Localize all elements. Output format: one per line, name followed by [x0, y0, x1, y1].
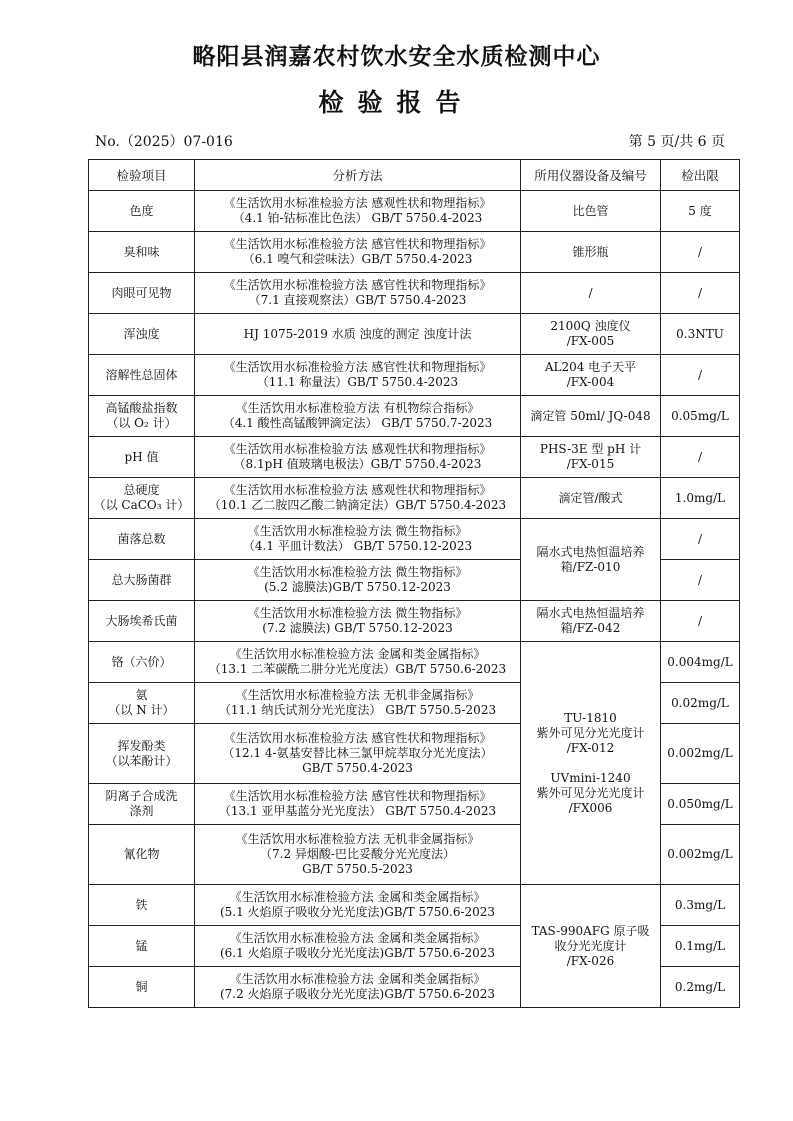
- test-method-table: [88, 159, 740, 1008]
- instrument-line: 2100Q 浊度仪: [550, 319, 631, 333]
- method-line: (6.1 火焰原子吸收分光光度法)GB/T 5750.6-2023: [219, 946, 496, 960]
- limit-cell: 0.02mg/L: [661, 683, 740, 724]
- limit-cell: /: [661, 601, 740, 642]
- method-line: 《生活饮用水标准检验方法 感观性状和物理指标》: [223, 442, 492, 456]
- item-name: 色度: [129, 203, 154, 218]
- item-name: 铜: [135, 979, 148, 994]
- item-name: 臭和味: [123, 244, 160, 259]
- item-name: （以 O₂ 计）: [106, 416, 177, 430]
- instrument-line: 锥形瓶: [572, 244, 609, 259]
- item-cell: [89, 273, 195, 314]
- table-row: [89, 191, 740, 232]
- instrument-line: [524, 756, 657, 771]
- method-line: 《生活饮用水标准检验方法 微生物指标》: [247, 606, 468, 620]
- method-cell: [195, 601, 521, 642]
- item-cell: [89, 601, 195, 642]
- method-cell: [195, 825, 521, 885]
- instrument-cell: [521, 232, 661, 273]
- method-line: （8.1pH 值玻璃电极法）GB/T 5750.4-2023: [233, 457, 482, 471]
- limit-cell: /: [661, 232, 740, 273]
- item-cell: [89, 784, 195, 825]
- instrument-line: 箱/FZ-042: [560, 621, 621, 635]
- instrument-cell-merged: [521, 642, 661, 885]
- method-line: 《生活饮用水标准检验方法 金属和类金属指标》: [229, 931, 486, 945]
- instrument-line: /FX-015: [566, 457, 615, 471]
- item-name: 阴离子合成洗: [105, 789, 178, 803]
- report-number: No.（2025）07-016: [95, 134, 233, 150]
- method-cell: [195, 683, 521, 724]
- report-title: 检验报告: [318, 88, 475, 117]
- item-name: 铁: [135, 897, 148, 912]
- limit-cell: 5 度: [661, 191, 740, 232]
- method-line: (5.1 火焰原子吸收分光光度法)GB/T 5750.6-2023: [219, 905, 496, 919]
- method-line: 《生活饮用水标准检验方法 无机非金属指标》: [235, 832, 480, 846]
- instrument-line: /FX-004: [566, 375, 615, 389]
- limit-cell: 0.002mg/L: [661, 724, 740, 784]
- instrument-cell: [521, 314, 661, 355]
- instrument-line: /FX-012: [566, 740, 615, 755]
- method-line: 《生活饮用水标准检验方法 感官性状和物理指标》: [223, 360, 492, 374]
- instrument-cell: [521, 355, 661, 396]
- method-line: 《生活饮用水标准检验方法 有机物综合指标》: [235, 401, 480, 415]
- method-line: (7.2 滤膜法) GB/T 5750.12-2023: [262, 621, 453, 635]
- method-cell: [195, 355, 521, 396]
- table-row: [89, 601, 740, 642]
- method-line: 《生活饮用水标准检验方法 感官性状和物理指标》: [223, 237, 492, 251]
- instrument-line: 紫外可见分光光度计: [536, 725, 645, 740]
- item-cell: [89, 232, 195, 273]
- limit-cell: /: [661, 519, 740, 560]
- instrument-line: 比色管: [572, 203, 609, 218]
- item-name: 浑浊度: [123, 326, 160, 341]
- method-cell: [195, 642, 521, 683]
- limit-cell: 0.3NTU: [661, 314, 740, 355]
- item-name: 挥发酚类: [117, 738, 166, 753]
- instrument-line: 收分光光度计: [554, 938, 627, 953]
- item-cell: [89, 519, 195, 560]
- method-cell: [195, 232, 521, 273]
- item-cell: [89, 825, 195, 885]
- instrument-line: UVmini-1240: [550, 770, 631, 785]
- instrument-line: 滴定管 50ml/ JQ-048: [530, 408, 651, 423]
- item-cell: [89, 926, 195, 967]
- method-line: （6.1 嗅气和尝味法）GB/T 5750.4-2023: [242, 252, 473, 266]
- item-cell: [89, 478, 195, 519]
- method-line: （13.1 亚甲基蓝分光光度法） GB/T 5750.4-2023: [218, 804, 497, 818]
- item-cell: [89, 885, 195, 926]
- instrument-cell: [521, 478, 661, 519]
- instrument-line: /FX-026: [566, 953, 615, 968]
- method-line: （4.1 酸性高锰酸钾滴定法） GB/T 5750.7-2023: [222, 416, 493, 430]
- limit-cell: 0.3mg/L: [661, 885, 740, 926]
- method-line: （12.1 4-氨基安替比林三氯甲烷萃取分光光度法）: [222, 746, 493, 760]
- col-header-instrument: 所用仪器设备及编号: [521, 160, 661, 191]
- instrument-cell-merged: [521, 885, 661, 1008]
- instrument-line: 箱/FZ-010: [560, 559, 621, 574]
- item-name: 总硬度: [123, 483, 160, 497]
- method-line: 《生活饮用水标准检验方法 感官性状和物理指标》: [223, 731, 492, 745]
- item-name: 氨: [135, 688, 148, 702]
- item-name: （以 N 计）: [108, 703, 175, 717]
- instrument-line: TU-1810: [564, 710, 617, 725]
- instrument-line: PHS-3E 型 pH 计: [539, 442, 642, 456]
- item-cell: [89, 642, 195, 683]
- item-name: 锰: [135, 938, 148, 953]
- method-line: （7.2 异烟酸-巴比妥酸分光光度法）: [260, 847, 455, 861]
- method-cell: [195, 396, 521, 437]
- method-line: 《生活饮用水标准检验方法 金属和类金属指标》: [229, 647, 486, 661]
- table-row: [89, 885, 740, 926]
- item-cell: [89, 437, 195, 478]
- instrument-line: /: [588, 285, 593, 300]
- method-line: 《生活饮用水标准检验方法 无机非金属指标》: [235, 688, 480, 702]
- method-line: （13.1 二苯碳酰二肼分光光度法）GB/T 5750.6-2023: [208, 662, 507, 676]
- method-cell: [195, 885, 521, 926]
- item-name: 大肠埃希氏菌: [105, 613, 178, 628]
- table-header-row: [89, 160, 740, 191]
- limit-cell: 0.05mg/L: [661, 396, 740, 437]
- method-cell: [195, 926, 521, 967]
- col-header-item: 检验项目: [89, 160, 195, 191]
- table-row: [89, 519, 740, 560]
- item-cell: [89, 191, 195, 232]
- method-line: 《生活饮用水标准检验方法 金属和类金属指标》: [229, 890, 486, 904]
- method-line: 《生活饮用水标准检验方法 微生物指标》: [247, 565, 468, 579]
- item-cell: [89, 967, 195, 1008]
- limit-cell: /: [661, 273, 740, 314]
- method-cell: [195, 519, 521, 560]
- item-name: 氰化物: [123, 847, 160, 861]
- table-row: [89, 355, 740, 396]
- item-name: 铬（六价）: [111, 654, 172, 669]
- item-name: 菌落总数: [117, 531, 166, 546]
- method-line: 《生活饮用水标准检验方法 感官性状和物理指标》: [223, 278, 492, 292]
- limit-cell: 1.0mg/L: [661, 478, 740, 519]
- table-row: [89, 642, 740, 683]
- page-info: 第 5 页/共 6 页: [628, 134, 725, 150]
- item-name: 肉眼可见物: [111, 285, 172, 300]
- method-cell: [195, 191, 521, 232]
- table-row: [89, 314, 740, 355]
- item-cell: [89, 355, 195, 396]
- table-row: [89, 273, 740, 314]
- instrument-line: 隔水式电热恒温培养: [536, 606, 645, 620]
- instrument-line: AL204 电子天平: [544, 360, 637, 374]
- method-line: (7.2 火焰原子吸收分光光度法)GB/T 5750.6-2023: [219, 987, 496, 1001]
- method-cell: [195, 314, 521, 355]
- method-line: GB/T 5750.5-2023: [302, 862, 413, 876]
- method-line: （4.1 铂-钴标准比色法） GB/T 5750.4-2023: [232, 211, 483, 225]
- instrument-line: 紫外可见分光光度计: [536, 785, 645, 800]
- instrument-cell: [521, 601, 661, 642]
- instrument-cell: [521, 396, 661, 437]
- item-name: （以 CaCO₃ 计）: [93, 498, 190, 512]
- method-line: （11.1 称量法）GB/T 5750.4-2023: [256, 375, 459, 389]
- limit-cell: 0.004mg/L: [661, 642, 740, 683]
- method-line: （7.1 直接观察法）GB/T 5750.4-2023: [248, 293, 467, 307]
- method-line: （4.1 平皿计数法） GB/T 5750.12-2023: [242, 539, 473, 553]
- table-row: [89, 478, 740, 519]
- method-line: (5.2 滤膜法)GB/T 5750.12-2023: [264, 580, 451, 594]
- instrument-line: /FX006: [568, 800, 613, 815]
- method-line: GB/T 5750.4-2023: [302, 761, 413, 775]
- method-cell: [195, 560, 521, 601]
- method-cell: [195, 478, 521, 519]
- method-cell: [195, 273, 521, 314]
- item-name: 溶解性总固体: [105, 367, 178, 382]
- method-line: 《生活饮用水标准检验方法 金属和类金属指标》: [229, 972, 486, 986]
- limit-cell: 0.050mg/L: [661, 784, 740, 825]
- method-line: 《生活饮用水标准检验方法 感观性状和物理指标》: [223, 483, 492, 497]
- method-cell: [195, 967, 521, 1008]
- col-header-limit: 检出限: [661, 160, 740, 191]
- item-cell: [89, 560, 195, 601]
- col-header-method: 分析方法: [195, 160, 521, 191]
- item-cell: [89, 683, 195, 724]
- item-name: pH 值: [124, 449, 159, 464]
- method-line: 《生活饮用水标准检验方法 感观性状和物理指标》: [223, 196, 492, 210]
- instrument-line: TAS-990AFG 原子吸: [531, 923, 650, 938]
- method-line: 《生活饮用水标准检验方法 感官性状和物理指标》: [223, 789, 492, 803]
- instrument-cell: [521, 437, 661, 478]
- method-line: 《生活饮用水标准检验方法 微生物指标》: [247, 524, 468, 538]
- item-name: 高锰酸盐指数: [105, 401, 178, 415]
- method-cell: [195, 437, 521, 478]
- method-line: （11.1 纳氏试剂分光光度法） GB/T 5750.5-2023: [218, 703, 497, 717]
- limit-cell: /: [661, 355, 740, 396]
- instrument-line: 滴定管/酸式: [558, 490, 623, 505]
- limit-cell: /: [661, 560, 740, 601]
- limit-cell: 0.002mg/L: [661, 825, 740, 885]
- method-line: HJ 1075-2019 水质 浊度的测定 浊度计法: [243, 326, 472, 341]
- instrument-cell-merged: [521, 519, 661, 601]
- instrument-line: 隔水式电热恒温培养: [536, 544, 645, 559]
- item-name: 总大肠菌群: [111, 572, 172, 587]
- method-line: （10.1 乙二胺四乙酸二钠滴定法）GB/T 5750.4-2023: [208, 498, 507, 512]
- method-cell: [195, 724, 521, 784]
- limit-cell: /: [661, 437, 740, 478]
- method-cell: [195, 784, 521, 825]
- item-cell: [89, 724, 195, 784]
- table-row: [89, 396, 740, 437]
- limit-cell: 0.1mg/L: [661, 926, 740, 967]
- item-name: （以苯酚计）: [105, 753, 178, 768]
- instrument-cell: [521, 191, 661, 232]
- item-cell: [89, 396, 195, 437]
- table-row: [89, 437, 740, 478]
- table-row: [89, 232, 740, 273]
- limit-cell: 0.2mg/L: [661, 967, 740, 1008]
- org-title: 略阳县润嘉农村饮水安全水质检测中心: [192, 44, 601, 70]
- item-cell: [89, 314, 195, 355]
- item-name: 涤剂: [129, 804, 154, 818]
- instrument-line: /FX-005: [566, 334, 615, 348]
- instrument-cell: [521, 273, 661, 314]
